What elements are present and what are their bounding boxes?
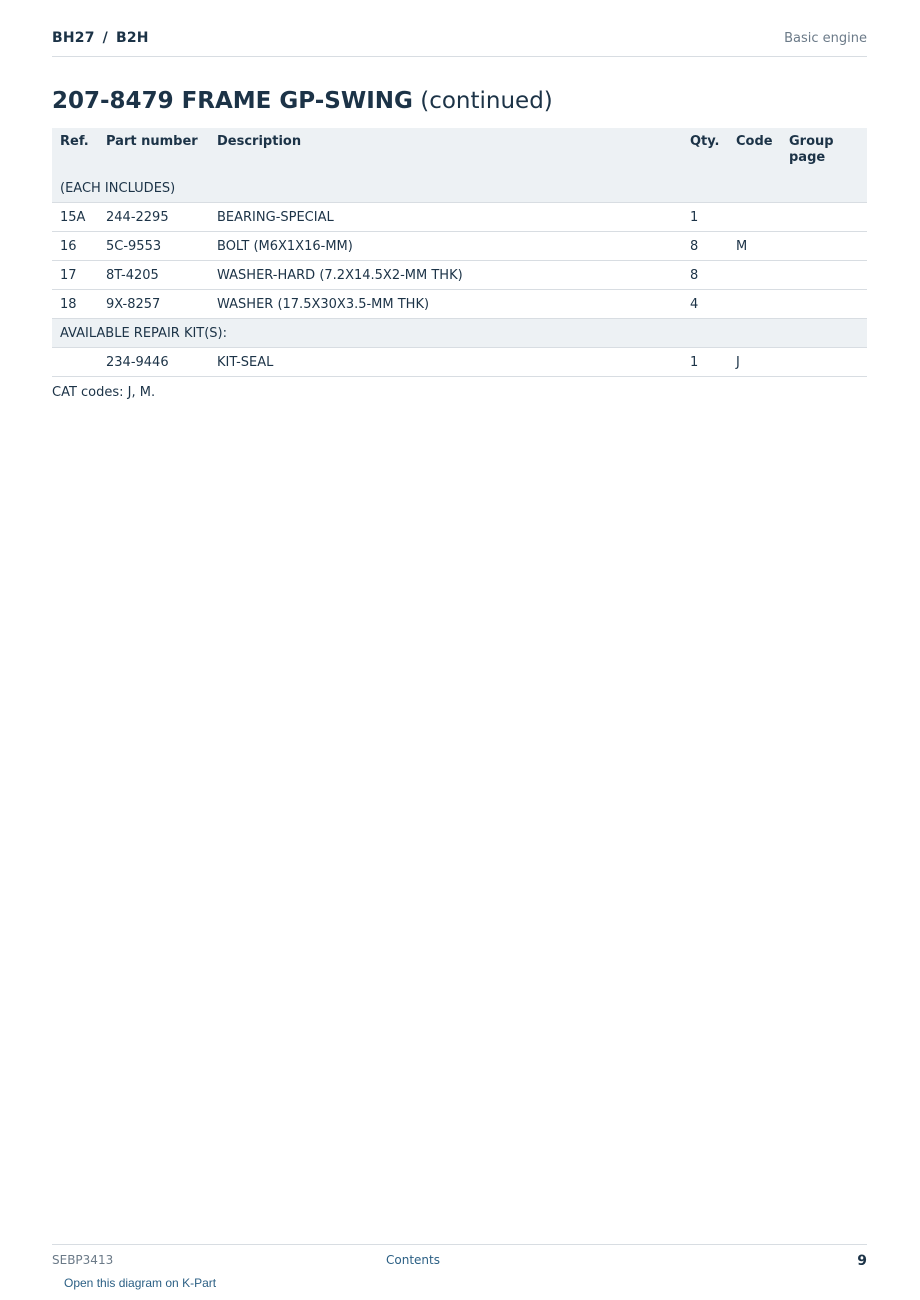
cell-qty: 1 (682, 348, 728, 377)
page-title (52, 88, 553, 114)
cell-description: KIT-SEAL (209, 348, 682, 377)
table-row (52, 232, 867, 261)
cell-ref: 16 (52, 232, 98, 261)
cell-ref (52, 348, 98, 377)
cell-group-page (781, 203, 867, 232)
title-suffix: (continued) (420, 88, 553, 114)
column-header-ref: Ref. (52, 128, 98, 174)
kit-row (52, 348, 867, 377)
table-row (52, 290, 867, 319)
cell-description: BOLT (M6X1X16-MM) (209, 232, 682, 261)
model-breadcrumb (52, 30, 149, 46)
cell-description: WASHER-HARD (7.2X14.5X2-MM THK) (209, 261, 682, 290)
cell-part-number: 234-9446 (98, 348, 209, 377)
cell-part-number: 244-2295 (98, 203, 209, 232)
title-main: 207-8479 FRAME GP-SWING (52, 88, 413, 114)
document-id: SEBP3413 (52, 1253, 114, 1267)
table-row (52, 261, 867, 290)
cell-part-number: 8T-4205 (98, 261, 209, 290)
table-row (52, 203, 867, 232)
model-a: BH27 (52, 30, 95, 46)
cell-code (728, 261, 781, 290)
model-b: B2H (116, 30, 149, 46)
note-repair-kits: AVAILABLE REPAIR KIT(S): (52, 319, 867, 348)
table-header-row (52, 128, 867, 174)
cell-code: M (728, 232, 781, 261)
column-header-code: Code (728, 128, 781, 174)
page-header (52, 28, 867, 57)
note-each-includes: (EACH INCLUDES) (52, 174, 867, 203)
cell-ref: 17 (52, 261, 98, 290)
kpart-diagram-link[interactable]: Open this diagram on K-Part (64, 1276, 217, 1290)
cell-code (728, 203, 781, 232)
parts-table (52, 128, 867, 377)
cell-group-page (781, 290, 867, 319)
cell-ref: 18 (52, 290, 98, 319)
cell-qty: 8 (682, 261, 728, 290)
page-number: 9 (857, 1253, 867, 1269)
cell-description: BEARING-SPECIAL (209, 203, 682, 232)
breadcrumb-separator: / (102, 30, 108, 46)
cat-codes-note: CAT codes: J, M. (52, 385, 156, 400)
column-header-group-page: Group page (781, 128, 867, 174)
cell-code: J (728, 348, 781, 377)
column-header-qty: Qty. (682, 128, 728, 174)
cell-qty: 1 (682, 203, 728, 232)
cell-qty: 4 (682, 290, 728, 319)
cell-ref: 15A (52, 203, 98, 232)
cell-group-page (781, 348, 867, 377)
cell-part-number: 5C-9553 (98, 232, 209, 261)
column-header-part-number: Part number (98, 128, 209, 174)
note-row-each-includes (52, 174, 867, 203)
contents-link[interactable]: Contents (386, 1253, 440, 1267)
column-header-description: Description (209, 128, 682, 174)
cell-description: WASHER (17.5X30X3.5-MM THK) (209, 290, 682, 319)
page (52, 0, 867, 1300)
cell-qty: 8 (682, 232, 728, 261)
cell-group-page (781, 232, 867, 261)
cell-part-number: 9X-8257 (98, 290, 209, 319)
section-name: Basic engine (784, 31, 867, 46)
page-footer (52, 1244, 867, 1275)
cell-code (728, 290, 781, 319)
cell-group-page (781, 261, 867, 290)
note-row-repair-kits (52, 319, 867, 348)
